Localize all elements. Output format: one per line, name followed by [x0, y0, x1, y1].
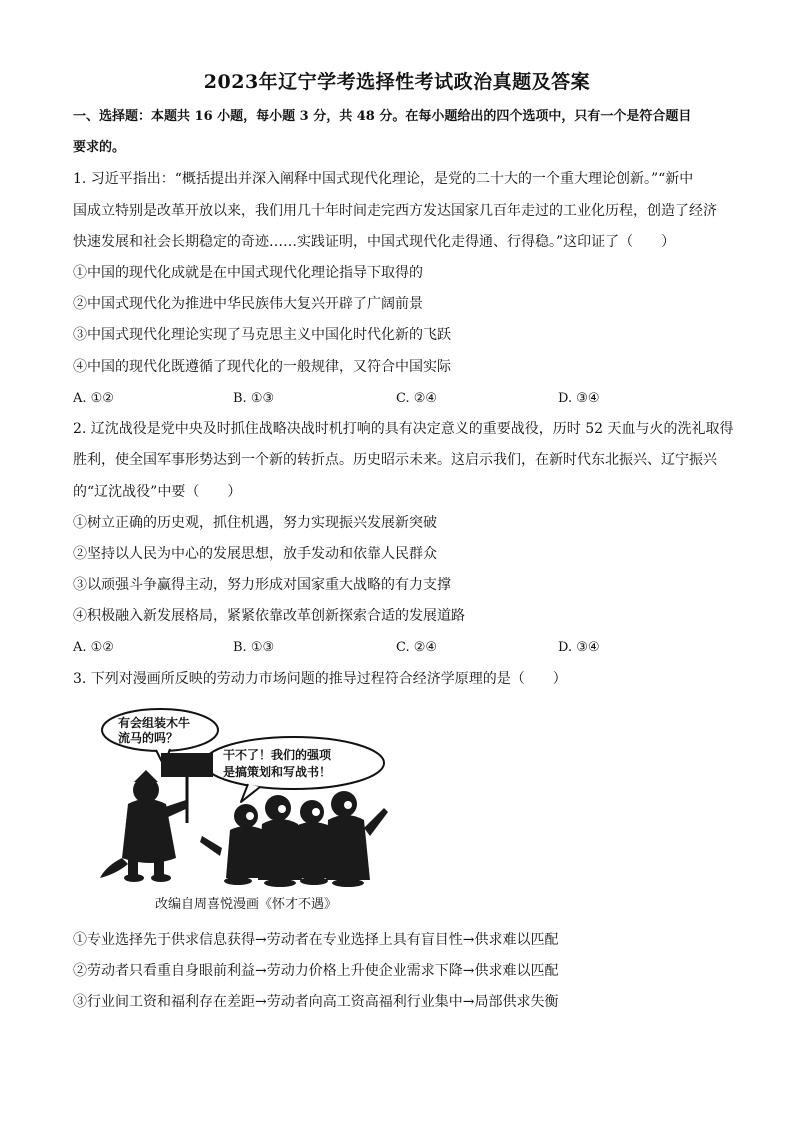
q1-stem-line2: 国成立特别是改革开放以来，我们用几十年时间走完西方发达国家几百年走过的工业化历程，创造了经济 [73, 203, 717, 219]
q2-stem-line3: 的“辽沈战役”中要（ ） [73, 484, 242, 500]
bubble-right-line2: 是搞策划和写战书！ [223, 765, 332, 779]
q1-item-1: ①中国的现代化成就是在中国式现代化理论指导下取得的 [73, 265, 423, 281]
q3-item-2: ②劳动者只看重自身眼前利益→劳动力价格上升使企业需求下降→供求难以匹配 [73, 963, 559, 979]
q2-item-3: ③以顽强斗争赢得主动，努力形成对国家重大战略的有力支撑 [73, 577, 451, 593]
q1-item-4: ④中国的现代化既遵循了现代化的一般规律，又符合中国实际 [73, 359, 451, 375]
q2-options [73, 640, 723, 660]
q2-option-b[interactable]: B. ①③ [233, 640, 275, 655]
q1-stem-line1: 1. 习近平指出：“概括提出并深入阐释中国式现代化理论，是党的二十大的一个重大理论创新。”“新中 [73, 171, 694, 187]
q3-item-1: ①专业选择先于供求信息获得→劳动者在专业选择上具有盲目性→供求难以匹配 [73, 932, 559, 948]
q1-option-a[interactable]: A. ①② [73, 391, 114, 406]
q1-item-3: ③中国式现代化理论实现了马克思主义中国化时代化新的飞跃 [73, 327, 451, 343]
q2-item-1: ①树立正确的历史观，抓住机遇，努力实现振兴发展新突破 [73, 515, 437, 531]
q1-option-b[interactable]: B. ①③ [233, 391, 275, 406]
q1-stem-line3: 快速发展和社会长期稳定的奇迹……实践证明，中国式现代化走得通、行得稳。”这印证了（ ） [73, 234, 676, 250]
q2-item-4: ④积极融入新发展格局，紧紧依靠改革创新探索合适的发展道路 [73, 608, 465, 624]
cartoon-illustration [98, 708, 398, 890]
page-title: 2023年辽宁学考选择性考试政治真题及答案 [203, 71, 591, 93]
q2-item-2: ②坚持以人民为中心的发展思想，放手发动和依靠人民群众 [73, 546, 437, 562]
q1-options [73, 391, 723, 411]
recruiter-figure [100, 753, 213, 882]
q2-option-c[interactable]: C. ②④ [396, 640, 438, 655]
q2-stem-line2: 胜利，使全国军事形势达到一个新的转折点。历史昭示未来。这启示我们，在新时代东北振兴、辽宁振兴 [73, 452, 717, 468]
q1-option-c[interactable]: C. ②④ [396, 391, 438, 406]
bubble-left-line2: 流马的吗？ [118, 731, 179, 745]
section-instructions-line2: 要求的。 [73, 140, 126, 155]
cartoon-caption: 改编自周喜悦漫画《怀才不遇》 [155, 897, 338, 912]
q1-item-2: ②中国式现代化为推进中华民族伟大复兴开辟了广阔前景 [73, 296, 423, 312]
scholars-group [200, 791, 388, 887]
q2-option-a[interactable]: A. ①② [73, 640, 114, 655]
section-instructions-line1: 一、选择题：本题共 16 小题，每小题 3 分，共 48 分。在每小题给出的四个选项中，只有一个是符合题目 [73, 109, 692, 124]
q2-stem-line1: 2. 辽沈战役是党中央及时抓住战略决战时机打响的具有决定意义的重要战役，历时 52 天血与火的洗礼取得 [73, 421, 734, 437]
q3-item-3: ③行业间工资和福利存在差距→劳动者向高工资高福利行业集中→局部供求失衡 [73, 994, 559, 1010]
q3-stem: 3. 下列对漫画所反映的劳动力市场问题的推导过程符合经济学原理的是（ ） [73, 671, 567, 687]
bubble-left-line1: 有会组装木牛 [118, 716, 191, 730]
speech-bubble-right [204, 737, 384, 789]
q1-option-d[interactable]: D. ③④ [558, 391, 600, 406]
bubble-right-line1: 干不了！我们的强项 [223, 748, 332, 762]
q2-option-d[interactable]: D. ③④ [558, 640, 600, 655]
